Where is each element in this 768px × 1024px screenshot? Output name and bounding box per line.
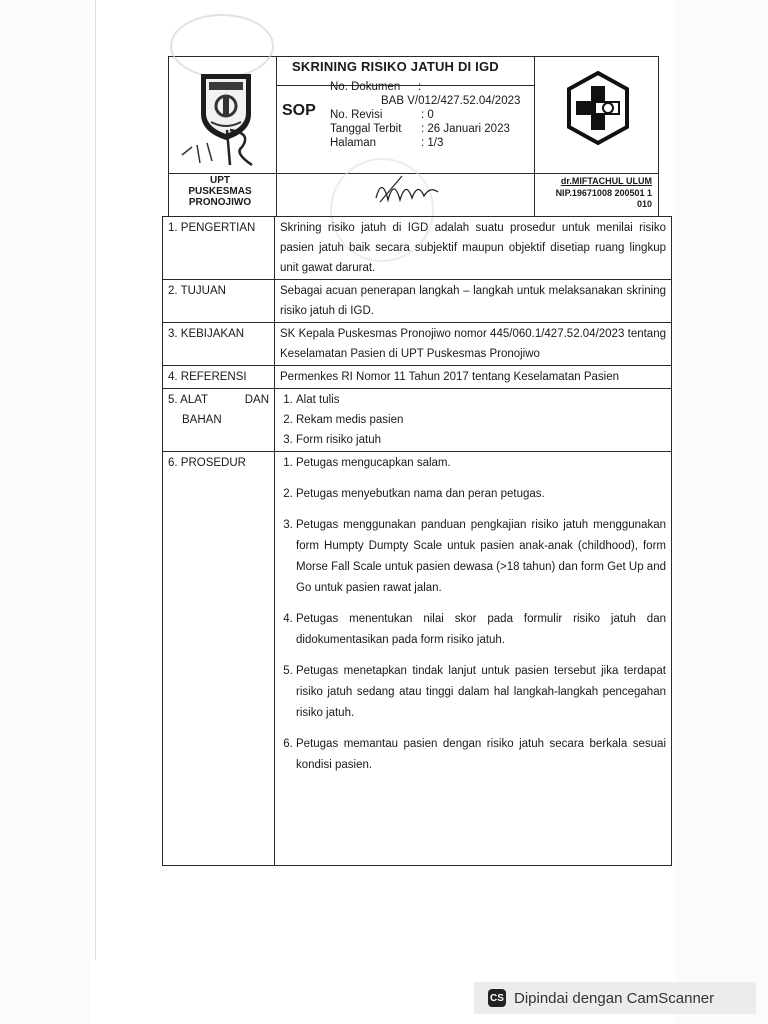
section-label: DAN (244, 394, 269, 406)
procedure-steps (280, 453, 666, 776)
tools-cell (275, 389, 672, 452)
scanner-text: Dipindai dengan CamScanner (514, 989, 715, 1007)
signature (372, 172, 442, 208)
issue-date-value: : 26 Januari 2023 (421, 123, 510, 135)
camscanner-icon: CS (488, 989, 506, 1007)
row-alat-bahan (163, 389, 672, 452)
procedure-step: 4. Petugas menentukan nilai skor pada formulir risiko jatuh dan didokumentasikan pada form risiko jatuh. (296, 609, 666, 651)
alat-label-line (168, 390, 269, 410)
row-kebijakan (163, 323, 672, 366)
section-text: Sebagai acuan penerapan langkah – langkah untuk melaksanakan skrining risiko jatuh di IGD. (275, 280, 672, 323)
section-label: 2. TUJUAN (163, 280, 275, 323)
section-label: 3. KEBIJAKAN (163, 323, 275, 366)
procedure-step: 6. Petugas memantau pasien dengan risiko jatuh secara berkala sesuai kondisi pasien. (296, 734, 666, 776)
sop-cell (276, 85, 325, 174)
procedure-cell (275, 452, 672, 866)
list-item: 1. Alat tulis (296, 390, 666, 410)
section-label: 5. ALAT (168, 394, 209, 406)
row-tujuan (163, 280, 672, 323)
list-item: 2. Rekam medis pasien (296, 410, 666, 430)
procedure-step: 1. Petugas mengucapkan salam. (296, 453, 666, 474)
puskesmas-logo-icon (565, 70, 631, 146)
row-pengertian (163, 217, 672, 280)
section-label: 4. REFERENSI (163, 366, 275, 389)
list-item: 3. Form risiko jatuh (296, 430, 666, 450)
camscanner-watermark (474, 982, 756, 1014)
sop-label: SOP (282, 102, 316, 119)
issue-date-label: Tanggal Terbit (330, 123, 402, 135)
procedure-step: 5. Petugas menetapkan tindak lanjut untuk pasien tersebut jika terdapat risiko jatuh sedang atau tinggi dalam hal langkah-langkah pencegahan risiko jatuh. (296, 661, 666, 724)
page-value: : 1/3 (421, 137, 444, 149)
procedure-step: 2. Petugas menyebutkan nama dan peran petugas. (296, 484, 666, 505)
document-title: SKRINING RISIKO JATUH DI IGD (292, 59, 499, 74)
page-edge (95, 0, 96, 960)
revision-label: No. Revisi (330, 109, 383, 121)
section-text: Skrining risiko jatuh di IGD adalah suatu prosedur untuk menilai risiko pasien jatuh baik secara subjektif maupun objektif disetiap ruang lingkup unit gawat darurat. (275, 217, 672, 280)
section-text: SK Kepala Puskesmas Pronojiwo nomor 445/060.1/427.52.04/2023 tentang Keselamatan Pasien di UPT Puskesmas Pronojiwo (275, 323, 672, 366)
page-label: Halaman (330, 137, 377, 149)
doc-number-value: BAB V/012/427.52.04/2023 (381, 95, 521, 107)
organization-name: UPT PUSKESMAS PRONOJIWO (188, 175, 252, 208)
doc-number-label: No. Dokumen (330, 81, 401, 93)
section-label: 6. PROSEDUR (163, 452, 275, 866)
doc-number-separator: : (418, 81, 422, 93)
signer-name: dr.MIFTACHUL ULUM (560, 176, 652, 186)
signer-nip: NIP.19671008 200501 1 010 (555, 188, 652, 209)
row-referensi (163, 366, 672, 389)
section-label-cell (163, 389, 275, 452)
revision-value: : 0 (421, 109, 434, 121)
row-prosedur (163, 452, 672, 866)
handwritten-mark (172, 125, 267, 173)
section-text: Permenkes RI Nomor 11 Tahun 2017 tentang Keselamatan Pasien (275, 366, 672, 389)
section-label: BAHAN (182, 414, 222, 426)
procedure-step: 3. Petugas menggunakan panduan pengkajian risiko jatuh menggunakan form Humpty Dumpty Scale untuk pasien anak-anak (childhood), form Morse Fall Scale untuk pasien dewasa (>18 tahun) dan form Get Up and Go untuk pasien rawat jalan. (296, 515, 666, 599)
sop-content-table (162, 216, 672, 866)
section-label: 1. PENGERTIAN (163, 217, 275, 280)
tools-list (280, 390, 666, 450)
